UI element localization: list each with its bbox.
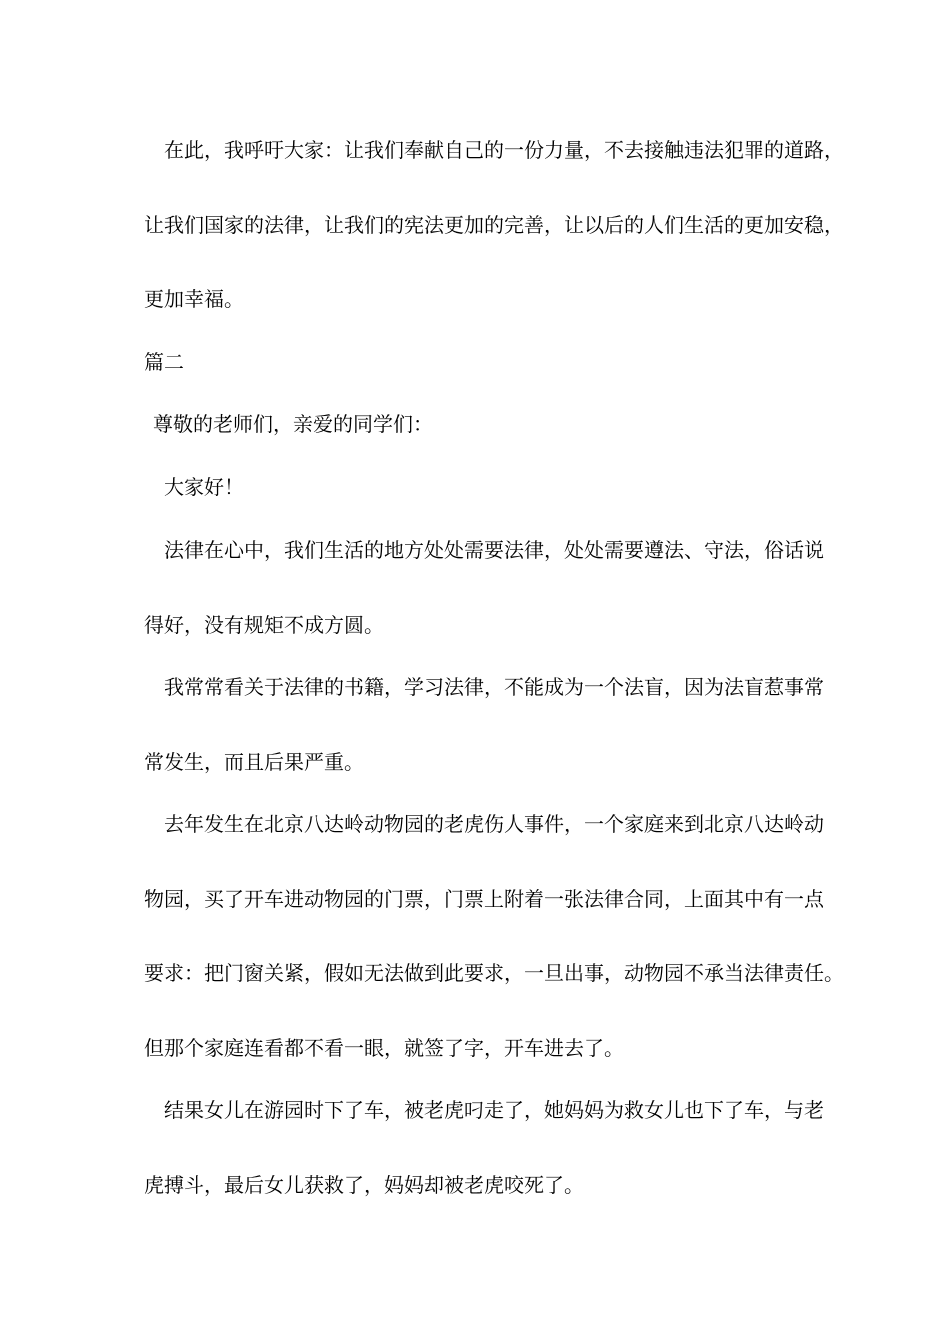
paragraph-line: 去年发生在北京八达岭动物园的老虎伤人事件，一个家庭来到北京八达岭动 (164, 812, 824, 836)
paragraph-line: 物园，买了开车进动物园的门票，门票上附着一张法律合同，上面其中有一点 (144, 887, 824, 911)
paragraph-line: 更加幸福。 (144, 287, 244, 311)
paragraph-line: 在此，我呼吁大家：让我们奉献自己的一份力量，不去接触违法犯罪的道路， (164, 138, 844, 162)
paragraph-line: 但那个家庭连看都不看一眼，就签了字，开车进去了。 (144, 1036, 624, 1060)
salutation: 尊敬的老师们，亲爱的同学们： (153, 412, 433, 436)
section-heading: 篇二 (144, 350, 184, 374)
paragraph-line: 常发生，而且后果严重。 (144, 750, 364, 774)
paragraph-line: 结果女儿在游园时下了车，被老虎叼走了，她妈妈为救女儿也下了车，与老 (164, 1098, 824, 1122)
paragraph-line: 虎搏斗，最后女儿获救了，妈妈却被老虎咬死了。 (144, 1173, 584, 1197)
paragraph-line: 我常常看关于法律的书籍，学习法律，不能成为一个法盲，因为法盲惹事常 (164, 675, 824, 699)
greeting: 大家好！ (164, 475, 244, 499)
paragraph-line: 要求：把门窗关紧，假如无法做到此要求，一旦出事，动物园不承当法律责任。 (144, 961, 844, 985)
paragraph-line: 得好，没有规矩不成方圆。 (144, 613, 384, 637)
paragraph-line: 让我们国家的法律，让我们的宪法更加的完善，让以后的人们生活的更加安稳， (144, 213, 844, 237)
paragraph-line: 法律在心中，我们生活的地方处处需要法律，处处需要遵法、守法，俗话说 (164, 538, 824, 562)
